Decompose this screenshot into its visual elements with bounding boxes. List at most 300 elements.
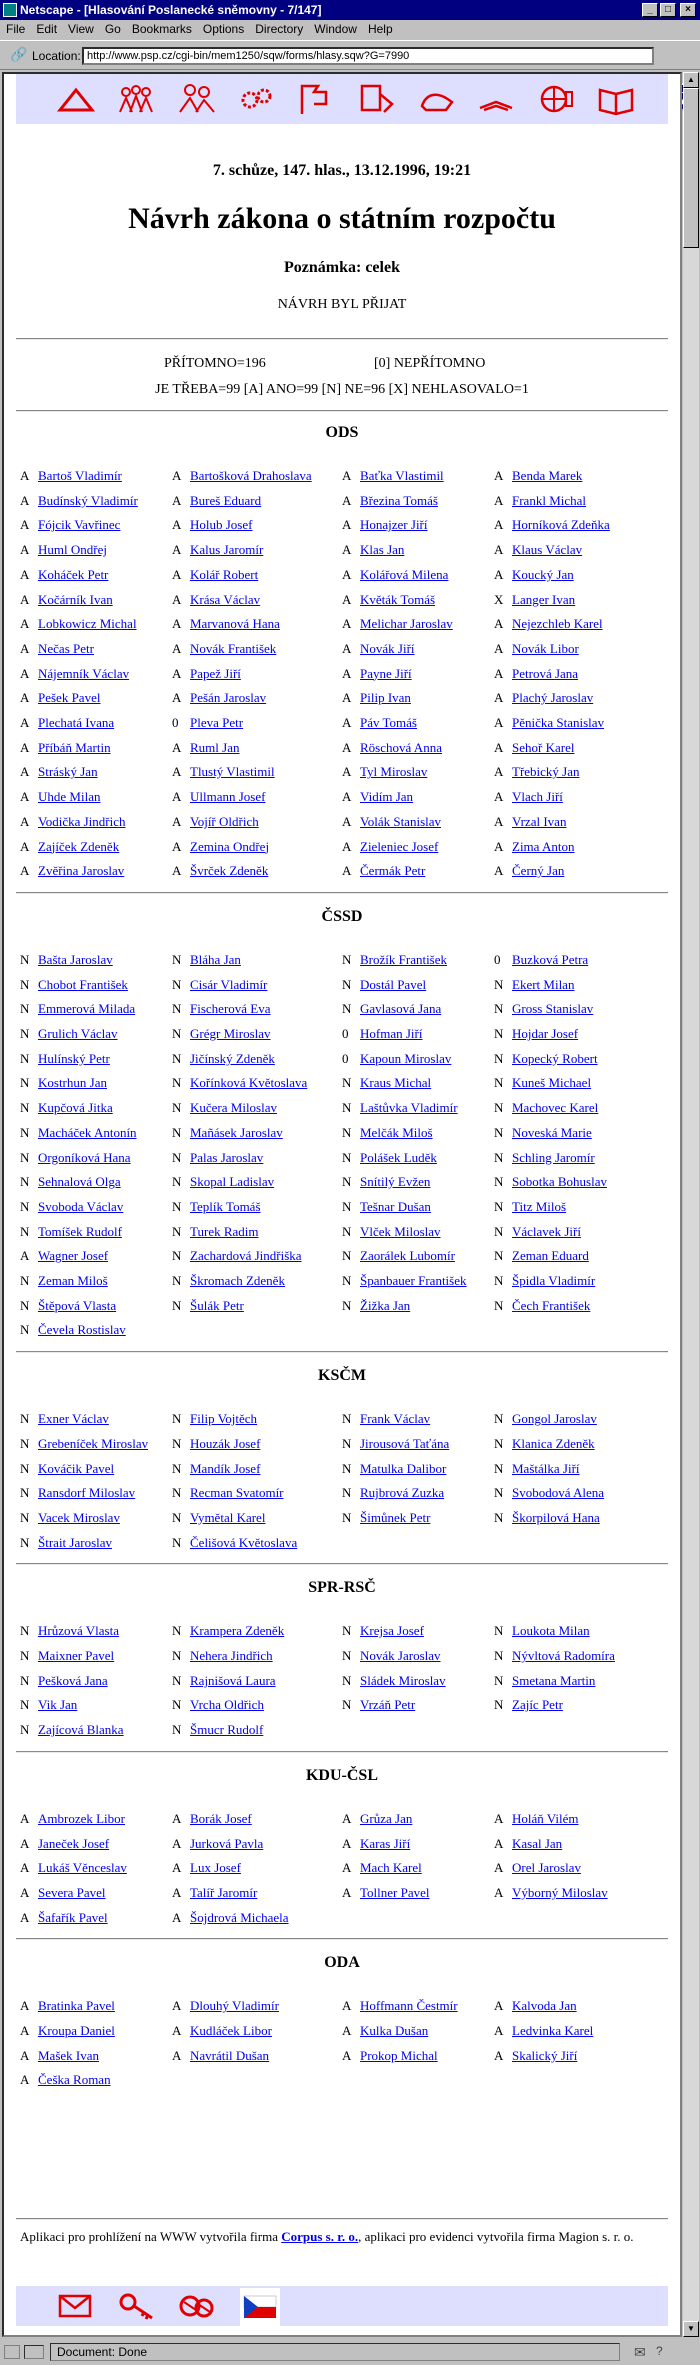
deputy-link[interactable]: Jurková Pavla <box>190 1835 264 1851</box>
vote-mark: A <box>172 690 182 706</box>
deputy-link[interactable]: Melichar Jaroslav <box>360 616 453 632</box>
deputy-link[interactable]: Pilip Ivan <box>360 690 411 706</box>
vote-mark: N <box>342 1100 352 1116</box>
deputy-link[interactable]: Grulich Václav <box>38 1026 118 1041</box>
deputy-link[interactable]: Václavek Jiří <box>512 1223 581 1239</box>
deputy-link[interactable]: Ambrozek Libor <box>38 1810 126 1826</box>
deputy-link[interactable]: Plechatá Ivana <box>38 715 115 730</box>
deputy-link[interactable]: Švrček Zdeněk <box>190 863 269 879</box>
minimize-button[interactable]: _ <box>642 3 658 17</box>
deputy-link[interactable]: Exner Václav <box>38 1411 109 1427</box>
bookmark-link-icon[interactable]: 🔗 <box>10 48 28 63</box>
deputy-link[interactable]: Polášek Luděk <box>360 1149 437 1165</box>
deputy-link[interactable]: Teplík Tomáš <box>190 1198 261 1214</box>
deputy-link[interactable]: Šojdrová Michaela <box>190 1909 289 1925</box>
deputy-link[interactable]: Payne Jiří <box>360 665 412 681</box>
deputy-link[interactable]: Schling Jaromír <box>512 1149 595 1165</box>
deputy-link[interactable]: Cisár Vladimír <box>190 976 268 992</box>
deputy-link[interactable]: Kováčik Pavel <box>38 1460 115 1476</box>
vote-mark: A <box>342 789 352 805</box>
vote-mark: N <box>172 1411 182 1427</box>
deputy-link[interactable]: Grégr Miroslav <box>190 1026 271 1041</box>
vote-mark: N <box>494 1001 504 1017</box>
menu-item-bookmarks[interactable]: Bookmarks <box>131 22 192 36</box>
progress-indicator <box>24 2345 44 2359</box>
deputy-link[interactable]: Papež Jiří <box>190 665 241 681</box>
deputy-link[interactable]: Rujbrová Zuzka <box>360 1485 445 1501</box>
vote-mark: N <box>20 1534 30 1550</box>
deputy-link[interactable]: Šimůnek Petr <box>360 1509 431 1525</box>
vote-mark: A <box>342 542 352 558</box>
help-status-icon[interactable]: ? <box>656 2344 663 2358</box>
czech-flag-icon[interactable] <box>240 2288 280 2326</box>
library-books-icon[interactable] <box>476 80 516 118</box>
deputy-link[interactable]: Machovec Karel <box>512 1100 599 1116</box>
deputy-link[interactable]: Novák Libor <box>512 640 579 656</box>
deputy-link[interactable]: Houzák Josef <box>190 1435 261 1451</box>
yarn-help-icon[interactable] <box>176 2288 216 2326</box>
deputy-link[interactable]: Krejsa Josef <box>360 1623 424 1639</box>
deputy-link[interactable]: Petrová Jana <box>512 665 579 681</box>
menu-item-options[interactable]: Options <box>202 22 245 36</box>
deputy-link[interactable]: Čermák Petr <box>360 863 426 879</box>
vote-mark: A <box>494 764 504 780</box>
search-key-icon[interactable] <box>116 2288 156 2326</box>
deputy-link[interactable]: Turek Radim <box>190 1223 259 1239</box>
scroll-thumb[interactable] <box>683 88 699 248</box>
deputy-link[interactable]: Orel Jaroslav <box>512 1860 581 1876</box>
deputy-link[interactable]: Maštálka Jiří <box>512 1460 580 1476</box>
deputy-link[interactable]: Vrcha Oldřich <box>190 1697 264 1713</box>
deputy-link[interactable]: Páv Tomáš <box>360 715 417 730</box>
deputy-link[interactable]: Hulínský Petr <box>38 1050 110 1066</box>
deputy-link[interactable]: Zeman Eduard <box>512 1248 589 1264</box>
vote-mark: N <box>494 1297 504 1313</box>
flags-icon[interactable] <box>296 80 336 118</box>
deputy-link[interactable]: Bláha Jan <box>190 951 241 967</box>
netscape-app-icon[interactable] <box>3 3 17 17</box>
deputy-link[interactable]: Koháček Petr <box>38 566 109 582</box>
deputy-link[interactable]: Melčák Miloš <box>360 1124 433 1140</box>
vote-mark: N <box>342 1198 352 1214</box>
vote-mark: N <box>172 1174 182 1190</box>
party-heading: ODA <box>324 1954 360 1972</box>
vote-mark: N <box>172 1124 182 1140</box>
bill-title: Návrh zákona o státním rozpočtu <box>128 202 556 235</box>
deputy-link[interactable]: Zachardová Jindřiška <box>190 1248 302 1264</box>
deputy-link[interactable]: Horníková Zdeňka <box>512 517 610 533</box>
deputy-link[interactable]: Kalvoda Jan <box>512 1998 577 2014</box>
deputy-link[interactable]: Tlustý Vlastimil <box>190 764 275 780</box>
deputy-link[interactable]: Rajnišová Laura <box>190 1672 276 1688</box>
menu-item-file[interactable]: File <box>6 22 26 36</box>
vote-mark: N <box>494 1672 504 1688</box>
vote-mark: 0 <box>494 951 501 967</box>
deputy-link[interactable]: Mach Karel <box>360 1860 422 1876</box>
deputy-link[interactable]: Kroupa Daniel <box>38 2023 115 2038</box>
deputy-link[interactable]: Holáň Vilém <box>512 1810 579 1826</box>
deputy-link[interactable]: Zaorálek Lubomír <box>360 1248 455 1264</box>
deputy-link[interactable]: Šmucr Rudolf <box>190 1722 264 1738</box>
deputy-link[interactable]: Ekert Milan <box>512 976 575 992</box>
vote-mark: N <box>342 1223 352 1239</box>
deputy-link[interactable]: Štěpová Vlasta <box>38 1297 117 1313</box>
deputy-link[interactable]: Gavlasová Jana <box>360 1001 442 1017</box>
deputy-link[interactable]: Orgoníková Hana <box>38 1149 131 1165</box>
deputy-link[interactable]: Tomíšek Rudolf <box>38 1223 122 1239</box>
security-key-icon[interactable] <box>4 2345 20 2359</box>
deputy-link[interactable]: Kočárník Ivan <box>38 591 113 607</box>
deputy-link[interactable]: Škorpilová Hana <box>512 1509 600 1525</box>
deputy-link[interactable]: Novák František <box>190 640 277 656</box>
vote-mark: A <box>172 764 182 780</box>
deputy-link[interactable]: Vacek Miroslav <box>38 1509 120 1525</box>
vote-mark: N <box>494 1050 504 1066</box>
deputy-link[interactable]: Krása Václav <box>190 591 261 607</box>
globe-icon[interactable] <box>536 80 576 118</box>
deputy-link[interactable]: Smetana Martin <box>512 1672 596 1688</box>
vote-mark: A <box>494 640 504 656</box>
deputy-link[interactable]: Kořínková Květoslava <box>190 1075 308 1091</box>
deputy-link[interactable]: Zima Anton <box>512 838 575 854</box>
vertical-scrollbar[interactable] <box>683 72 699 2337</box>
deputy-link[interactable]: Ransdorf Miloslav <box>38 1485 136 1501</box>
deputy-link[interactable]: Pešek Pavel <box>38 690 101 706</box>
deputy-link[interactable]: Zeman Miloš <box>38 1273 108 1288</box>
vote-mark: N <box>172 1198 182 1214</box>
deputy-link[interactable]: Zajíc Petr <box>512 1697 563 1713</box>
deputy-link[interactable]: Severa Pavel <box>38 1884 106 1900</box>
vote-mark: A <box>494 2047 504 2063</box>
deputy-link[interactable]: Recman Svatomír <box>190 1485 284 1501</box>
menu-item-directory[interactable]: Directory <box>255 22 304 36</box>
deputy-link[interactable]: Příbáň Martin <box>38 739 111 755</box>
deputy-link[interactable]: Honajzer Jiří <box>360 517 428 533</box>
deputy-link[interactable]: Krampera Zdeněk <box>190 1623 285 1639</box>
deputy-link[interactable]: Ullmann Josef <box>190 789 266 805</box>
deputy-link[interactable]: Zvěřina Jaroslav <box>38 863 125 879</box>
deputy-link[interactable]: Kuneš Michael <box>512 1075 592 1091</box>
deputy-link[interactable]: Matulka Dalibor <box>360 1460 447 1476</box>
vote-mark: A <box>20 2023 30 2038</box>
menu-item-view[interactable]: View <box>68 22 94 36</box>
deputy-link[interactable]: Wagner Josef <box>38 1248 109 1264</box>
deputy-link[interactable]: Mandík Josef <box>190 1460 261 1476</box>
deputy-link[interactable]: Hofman Jiří <box>360 1026 423 1041</box>
deputy-link[interactable]: Novák Jaroslav <box>360 1648 441 1663</box>
deputy-link[interactable]: Štrait Jaroslav <box>38 1534 113 1550</box>
vote-mark: A <box>494 838 504 854</box>
deputy-link[interactable]: Třebický Jan <box>512 764 580 780</box>
vote-mark: N <box>342 1174 352 1190</box>
deputy-link[interactable]: Skalický Jiří <box>512 2047 578 2063</box>
deputy-link[interactable]: Škromach Zdeněk <box>190 1273 285 1288</box>
deputy-link[interactable]: Noveská Marie <box>512 1124 592 1140</box>
deputy-link[interactable]: Čevela Rostislav <box>38 1322 126 1338</box>
deputy-link[interactable]: Šafařík Pavel <box>38 1909 108 1925</box>
vote-mark: N <box>494 1026 504 1041</box>
deputy-link[interactable]: Koucký Jan <box>512 566 574 582</box>
deputy-link[interactable]: Pěnička Stanislav <box>512 715 605 730</box>
vote-mark: A <box>172 492 182 508</box>
deputy-link[interactable]: Pleva Petr <box>190 715 244 730</box>
deputy-link[interactable]: Talíř Jaromír <box>190 1884 258 1900</box>
deputy-link[interactable]: Karas Jiří <box>360 1835 411 1851</box>
deputy-link[interactable]: Kalus Jaromír <box>190 542 264 558</box>
deputy-link[interactable]: Výborný Miloslav <box>512 1884 608 1900</box>
deputy-link[interactable]: Kolář Robert <box>190 566 259 582</box>
corpus-link[interactable]: Corpus s. r. o. <box>281 2229 359 2244</box>
vote-mark: N <box>172 1435 182 1451</box>
page-content <box>2 72 682 2337</box>
deputy-link[interactable]: Kasal Jan <box>512 1835 563 1851</box>
maximize-button[interactable]: □ <box>660 3 676 17</box>
vote-mark: A <box>20 863 30 879</box>
deputy-link[interactable]: Šulák Petr <box>190 1297 244 1313</box>
vote-mark: N <box>494 1485 504 1501</box>
deputy-link[interactable]: Bureš Eduard <box>190 492 262 508</box>
deputy-link[interactable]: Lux Josef <box>190 1860 241 1876</box>
deputy-link[interactable]: Fischerová Eva <box>190 1001 271 1017</box>
deputy-link[interactable]: Prokop Michal <box>360 2047 438 2063</box>
deputy-link[interactable]: Gongol Jaroslav <box>512 1411 597 1427</box>
mail-status-icon[interactable]: ✉ <box>634 2344 646 2360</box>
deputy-link[interactable]: Janeček Josef <box>38 1835 110 1851</box>
deputy-link[interactable]: Vrzal Ivan <box>512 813 567 829</box>
deputy-link[interactable]: Kulka Dušan <box>360 2023 429 2038</box>
deputy-link[interactable]: Jirousová Taťána <box>360 1435 450 1451</box>
deputy-link[interactable]: Palas Jaroslav <box>190 1149 264 1165</box>
divider <box>16 1351 668 1353</box>
deputy-link[interactable]: Frankl Michal <box>512 492 587 508</box>
deputy-link[interactable]: Budínský Vladimír <box>38 492 138 508</box>
vote-mark: A <box>494 542 504 558</box>
deputy-link[interactable]: Hojdar Josef <box>512 1026 579 1041</box>
deputy-link[interactable]: Grůza Jan <box>360 1810 413 1826</box>
deputy-link[interactable]: Hrůzová Vlasta <box>38 1623 119 1639</box>
vote-mark: N <box>20 1273 30 1288</box>
deputy-link[interactable]: Hoffmann Čestmír <box>360 1998 458 2014</box>
deputy-link[interactable]: Jičínský Zdeněk <box>190 1050 275 1066</box>
deputy-link[interactable]: Bašta Jaroslav <box>38 951 113 967</box>
hand-vote-icon[interactable] <box>416 80 456 118</box>
deputy-link[interactable]: Kučera Miloslav <box>190 1100 278 1116</box>
deputy-link[interactable]: Sehoř Karel <box>512 739 575 755</box>
deputy-link[interactable]: Čech František <box>512 1297 591 1313</box>
deputy-link[interactable]: Klaus Václav <box>512 542 583 558</box>
deputy-link[interactable]: Mañásek Jaroslav <box>190 1124 283 1140</box>
menu-item-help[interactable]: Help <box>367 22 393 36</box>
deputy-link[interactable]: Nývltová Radomíra <box>512 1648 615 1663</box>
deputy-link[interactable]: Bartošková Drahoslava <box>190 468 312 483</box>
vote-mark: N <box>20 1124 30 1140</box>
deputy-link[interactable]: Češka Roman <box>38 2072 111 2088</box>
vote-mark: A <box>172 542 182 558</box>
deputy-link[interactable]: Titz Miloš <box>512 1198 567 1214</box>
deputy-link[interactable]: Květák Tomáš <box>360 591 436 607</box>
deputy-link[interactable]: Kolářová Milena <box>360 566 449 582</box>
vote-mark: A <box>494 517 504 533</box>
deputy-link[interactable]: Dostál Pavel <box>360 976 427 992</box>
deputy-link[interactable]: Vojíř Oldřich <box>190 813 259 829</box>
deputy-link[interactable]: Nejezchleb Karel <box>512 616 603 632</box>
deputy-link[interactable]: Langer Ivan <box>512 591 576 607</box>
deputy-link[interactable]: Sobotka Bohuslav <box>512 1174 607 1190</box>
deputy-link[interactable]: Kopecký Robert <box>512 1050 598 1066</box>
deputy-link[interactable]: Uhde Milan <box>38 789 101 805</box>
deputy-link[interactable]: Huml Ondřej <box>38 542 107 558</box>
deputy-link[interactable]: Bratinka Pavel <box>38 1998 115 2014</box>
deputy-link[interactable]: Lukáš Věnceslav <box>38 1860 127 1876</box>
mail-icon[interactable] <box>56 2288 96 2326</box>
vote-mark: A <box>172 1884 182 1900</box>
vote-mark: N <box>172 1623 182 1639</box>
deputy-link[interactable]: Ruml Jan <box>190 739 240 755</box>
deputy-link[interactable]: Zajícová Blanka <box>38 1722 124 1738</box>
deputy-link[interactable]: Špidla Vladimír <box>512 1273 596 1288</box>
menu-item-go[interactable]: Go <box>104 22 121 36</box>
deputy-link[interactable]: Tešnar Dušan <box>360 1198 431 1214</box>
deputy-link[interactable]: Pešán Jaroslav <box>190 690 267 706</box>
deputy-link[interactable]: Maixner Pavel <box>38 1648 115 1663</box>
vote-mark: N <box>20 1075 30 1091</box>
vote-mark: A <box>172 665 182 681</box>
deputy-link[interactable]: Borák Josef <box>190 1810 252 1826</box>
vote-mark: N <box>20 1001 30 1017</box>
deputy-link[interactable]: Tyl Miroslav <box>360 764 428 780</box>
deputy-link[interactable]: Kapoun Miroslav <box>360 1050 452 1066</box>
deputy-link[interactable]: Volák Stanislav <box>360 813 442 829</box>
deputy-link[interactable]: Vymětal Karel <box>190 1509 266 1525</box>
top-navigation-band <box>16 74 668 124</box>
deputy-link[interactable]: Chobot František <box>38 976 128 992</box>
vote-mark: A <box>172 1810 182 1826</box>
vote-mark: N <box>342 1248 352 1264</box>
vote-mark: A <box>342 715 352 730</box>
deputy-link[interactable]: Buzková Petra <box>512 951 589 967</box>
scroll-down-button[interactable]: ▼ <box>683 2321 699 2337</box>
deputy-link[interactable]: Vodička Jindřich <box>38 813 126 829</box>
deputy-link[interactable]: Dlouhý Vladimír <box>190 1998 279 2014</box>
menu-item-window[interactable]: Window <box>314 22 357 36</box>
people-group-icon[interactable] <box>116 80 156 118</box>
deputy-link[interactable]: Nehera Jindřich <box>190 1648 273 1663</box>
deputy-link[interactable]: Macháček Antonín <box>38 1124 137 1140</box>
deputy-link[interactable]: Fójcik Vavřinec <box>38 517 121 533</box>
home-icon[interactable] <box>56 80 96 118</box>
deputy-link[interactable]: Svobodová Alena <box>512 1485 605 1501</box>
deputy-link[interactable]: Březina Tomáš <box>360 492 438 508</box>
deputy-link[interactable]: Klanica Zdeněk <box>512 1435 595 1451</box>
divider <box>16 1751 668 1753</box>
vote-mark: A <box>20 2047 30 2063</box>
close-button[interactable]: × <box>680 3 696 17</box>
deputy-link[interactable]: Zieleniec Josef <box>360 838 439 854</box>
vote-mark: A <box>342 1810 352 1826</box>
deputy-link[interactable]: Ledvinka Karel <box>512 2023 594 2038</box>
deputy-link[interactable]: Klas Jan <box>360 542 405 558</box>
deputy-link[interactable]: Benda Marek <box>512 468 583 483</box>
deputy-link[interactable]: Sládek Miroslav <box>360 1672 446 1688</box>
deputy-link[interactable]: Navrátil Dušan <box>190 2047 270 2063</box>
deputy-link[interactable]: Vrzáň Petr <box>360 1697 416 1713</box>
deputy-link[interactable]: Röschová Anna <box>360 739 442 755</box>
deputy-link[interactable]: Zajíček Zdeněk <box>38 838 120 854</box>
deputy-link[interactable]: Pešková Jana <box>38 1672 108 1688</box>
deputy-link[interactable]: Kudláček Libor <box>190 2023 272 2038</box>
deputy-link[interactable]: Žižka Jan <box>360 1297 411 1313</box>
deputy-link[interactable]: Čelišová Květoslava <box>190 1534 298 1550</box>
deputy-link[interactable]: Vlček Miloslav <box>360 1223 441 1239</box>
deputy-link[interactable]: Svoboda Václav <box>38 1198 124 1214</box>
deputy-link[interactable]: Snítilý Evžen <box>360 1174 431 1190</box>
vote-mark: A <box>20 468 30 483</box>
documents-icon[interactable] <box>356 80 396 118</box>
vote-mark: A <box>20 591 30 607</box>
deputy-link[interactable]: Gross Stanislav <box>512 1001 594 1017</box>
deputy-link[interactable]: Nájemník Václav <box>38 665 130 681</box>
vote-mark: A <box>20 715 30 730</box>
vote-mark: N <box>20 1026 30 1041</box>
vote-mark: N <box>172 1297 182 1313</box>
deputy-link[interactable]: Vik Jan <box>38 1697 78 1713</box>
deputy-link[interactable]: Mašek Ivan <box>38 2047 100 2063</box>
deputy-link[interactable]: Brožík František <box>360 951 448 967</box>
vote-mark: N <box>342 1485 352 1501</box>
gears-icon[interactable] <box>236 80 276 118</box>
deputy-link[interactable]: Bartoš Vladimír <box>38 468 122 483</box>
deputy-link[interactable]: Baťka Vlastimil <box>360 468 444 483</box>
deputy-link[interactable]: Laštůvka Vladimír <box>360 1100 458 1116</box>
deputy-link[interactable]: Kupčová Jitka <box>38 1100 113 1116</box>
deputy-link[interactable]: Grebeníček Miroslav <box>38 1435 149 1451</box>
deputy-link[interactable]: Vlach Jiří <box>512 789 563 805</box>
deputy-link[interactable]: Holub Josef <box>190 517 253 533</box>
deputy-link[interactable]: Plachý Jaroslav <box>512 690 594 706</box>
deputy-link[interactable]: Lobkowicz Michal <box>38 616 137 632</box>
deputy-link[interactable]: Marvanová Hana <box>190 616 280 632</box>
deputy-link[interactable]: Vidím Jan <box>360 789 414 805</box>
deputy-link[interactable]: Filip Vojtěch <box>190 1411 258 1427</box>
vote-mark: N <box>172 1509 182 1525</box>
deputy-link[interactable]: Skopal Ladislav <box>190 1174 275 1190</box>
deputy-link[interactable]: Novák Jiří <box>360 640 415 656</box>
location-input[interactable]: http://www.psp.cz/cgi-bin/mem1250/sqw/forms/hlasy.sqw?G=7990 <box>82 47 654 65</box>
party-heading: ČSSD <box>321 907 363 925</box>
vote-note: Poznámka: celek <box>284 259 400 276</box>
deputy-link[interactable]: Emmerová Milada <box>38 1001 136 1017</box>
deputy-link[interactable]: Stráský Jan <box>38 764 98 780</box>
open-book-icon[interactable] <box>596 80 636 118</box>
deputy-link[interactable]: Nečas Petr <box>38 640 94 656</box>
scroll-up-button[interactable]: ▲ <box>683 72 699 88</box>
deputy-link[interactable]: Zemina Ondřej <box>190 838 270 854</box>
deputy-link[interactable]: Frank Václav <box>360 1411 431 1427</box>
deputy-link[interactable]: Tollner Pavel <box>360 1884 430 1900</box>
deputy-link[interactable]: Španbauer František <box>360 1273 467 1288</box>
vote-mark: N <box>342 1509 352 1525</box>
menu-item-edit[interactable]: Edit <box>36 22 58 36</box>
vote-mark: A <box>20 739 30 755</box>
divider <box>16 410 668 412</box>
deputy-link[interactable]: Loukota Milan <box>512 1623 590 1639</box>
deputy-link[interactable]: Kraus Michal <box>360 1075 432 1091</box>
deputy-link[interactable]: Sehnalová Olga <box>38 1174 121 1190</box>
deputy-link[interactable]: Kostrhun Jan <box>38 1075 107 1091</box>
vote-mark: A <box>494 665 504 681</box>
deputy-link[interactable]: Černý Jan <box>512 863 565 879</box>
deputies-icon[interactable] <box>176 80 216 118</box>
